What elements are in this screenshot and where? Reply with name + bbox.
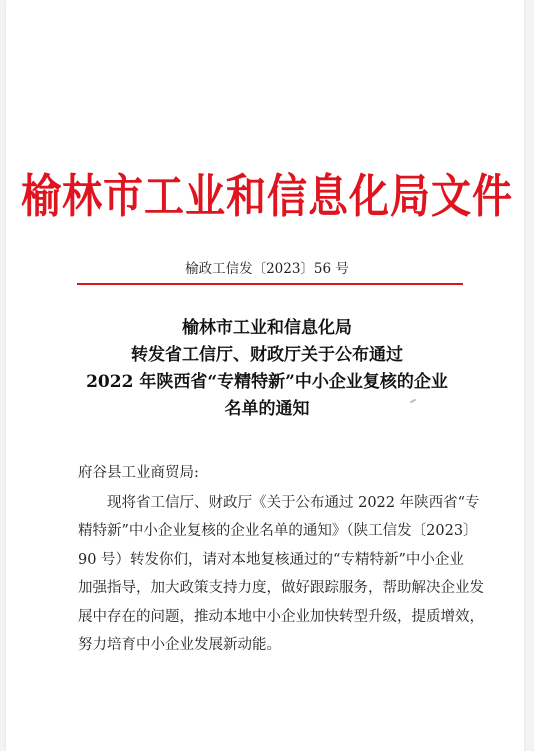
document-number: 榆政工信发〔2023〕56 号 (185, 261, 349, 277)
notice-title (0, 315, 534, 423)
body-line: 努力培育中小企业发展新动能。 (78, 637, 281, 654)
body-line: 精特新”中小企业复核的企业名单的通知》（陕工信发〔2023〕 (78, 523, 478, 540)
body-line: 展中存在的问题，推动本地中小企业加快转型升级，提质增效， (78, 608, 484, 625)
recipient-line: 府谷县工业商贸局: (78, 465, 199, 481)
notice-title-line: 2022 年陕西省“专精特新”中小企业复核的企业 (86, 372, 448, 392)
notice-title-line: 名单的通知 (224, 399, 310, 419)
red-divider-line (77, 283, 463, 285)
body-line: 现将省工信厅、财政厅《关于公布通过 2022 年陕西省“专 (107, 495, 480, 511)
body-paragraph (78, 489, 484, 659)
notice-title-line: 转发省工信厅、财政厅关于公布通过 (131, 345, 403, 365)
notice-title-line: 榆林市工业和信息化局 (182, 318, 352, 338)
body-line: 加强指导，加大政策支持力度，做好跟踪服务，帮助解决企业发 (78, 580, 484, 597)
body-line: 90 号）转发你们，请对本地复核通过的“专精特新”中小企业 (78, 551, 464, 568)
document-header-title: 榆林市工业和信息化局文件 (21, 169, 513, 224)
